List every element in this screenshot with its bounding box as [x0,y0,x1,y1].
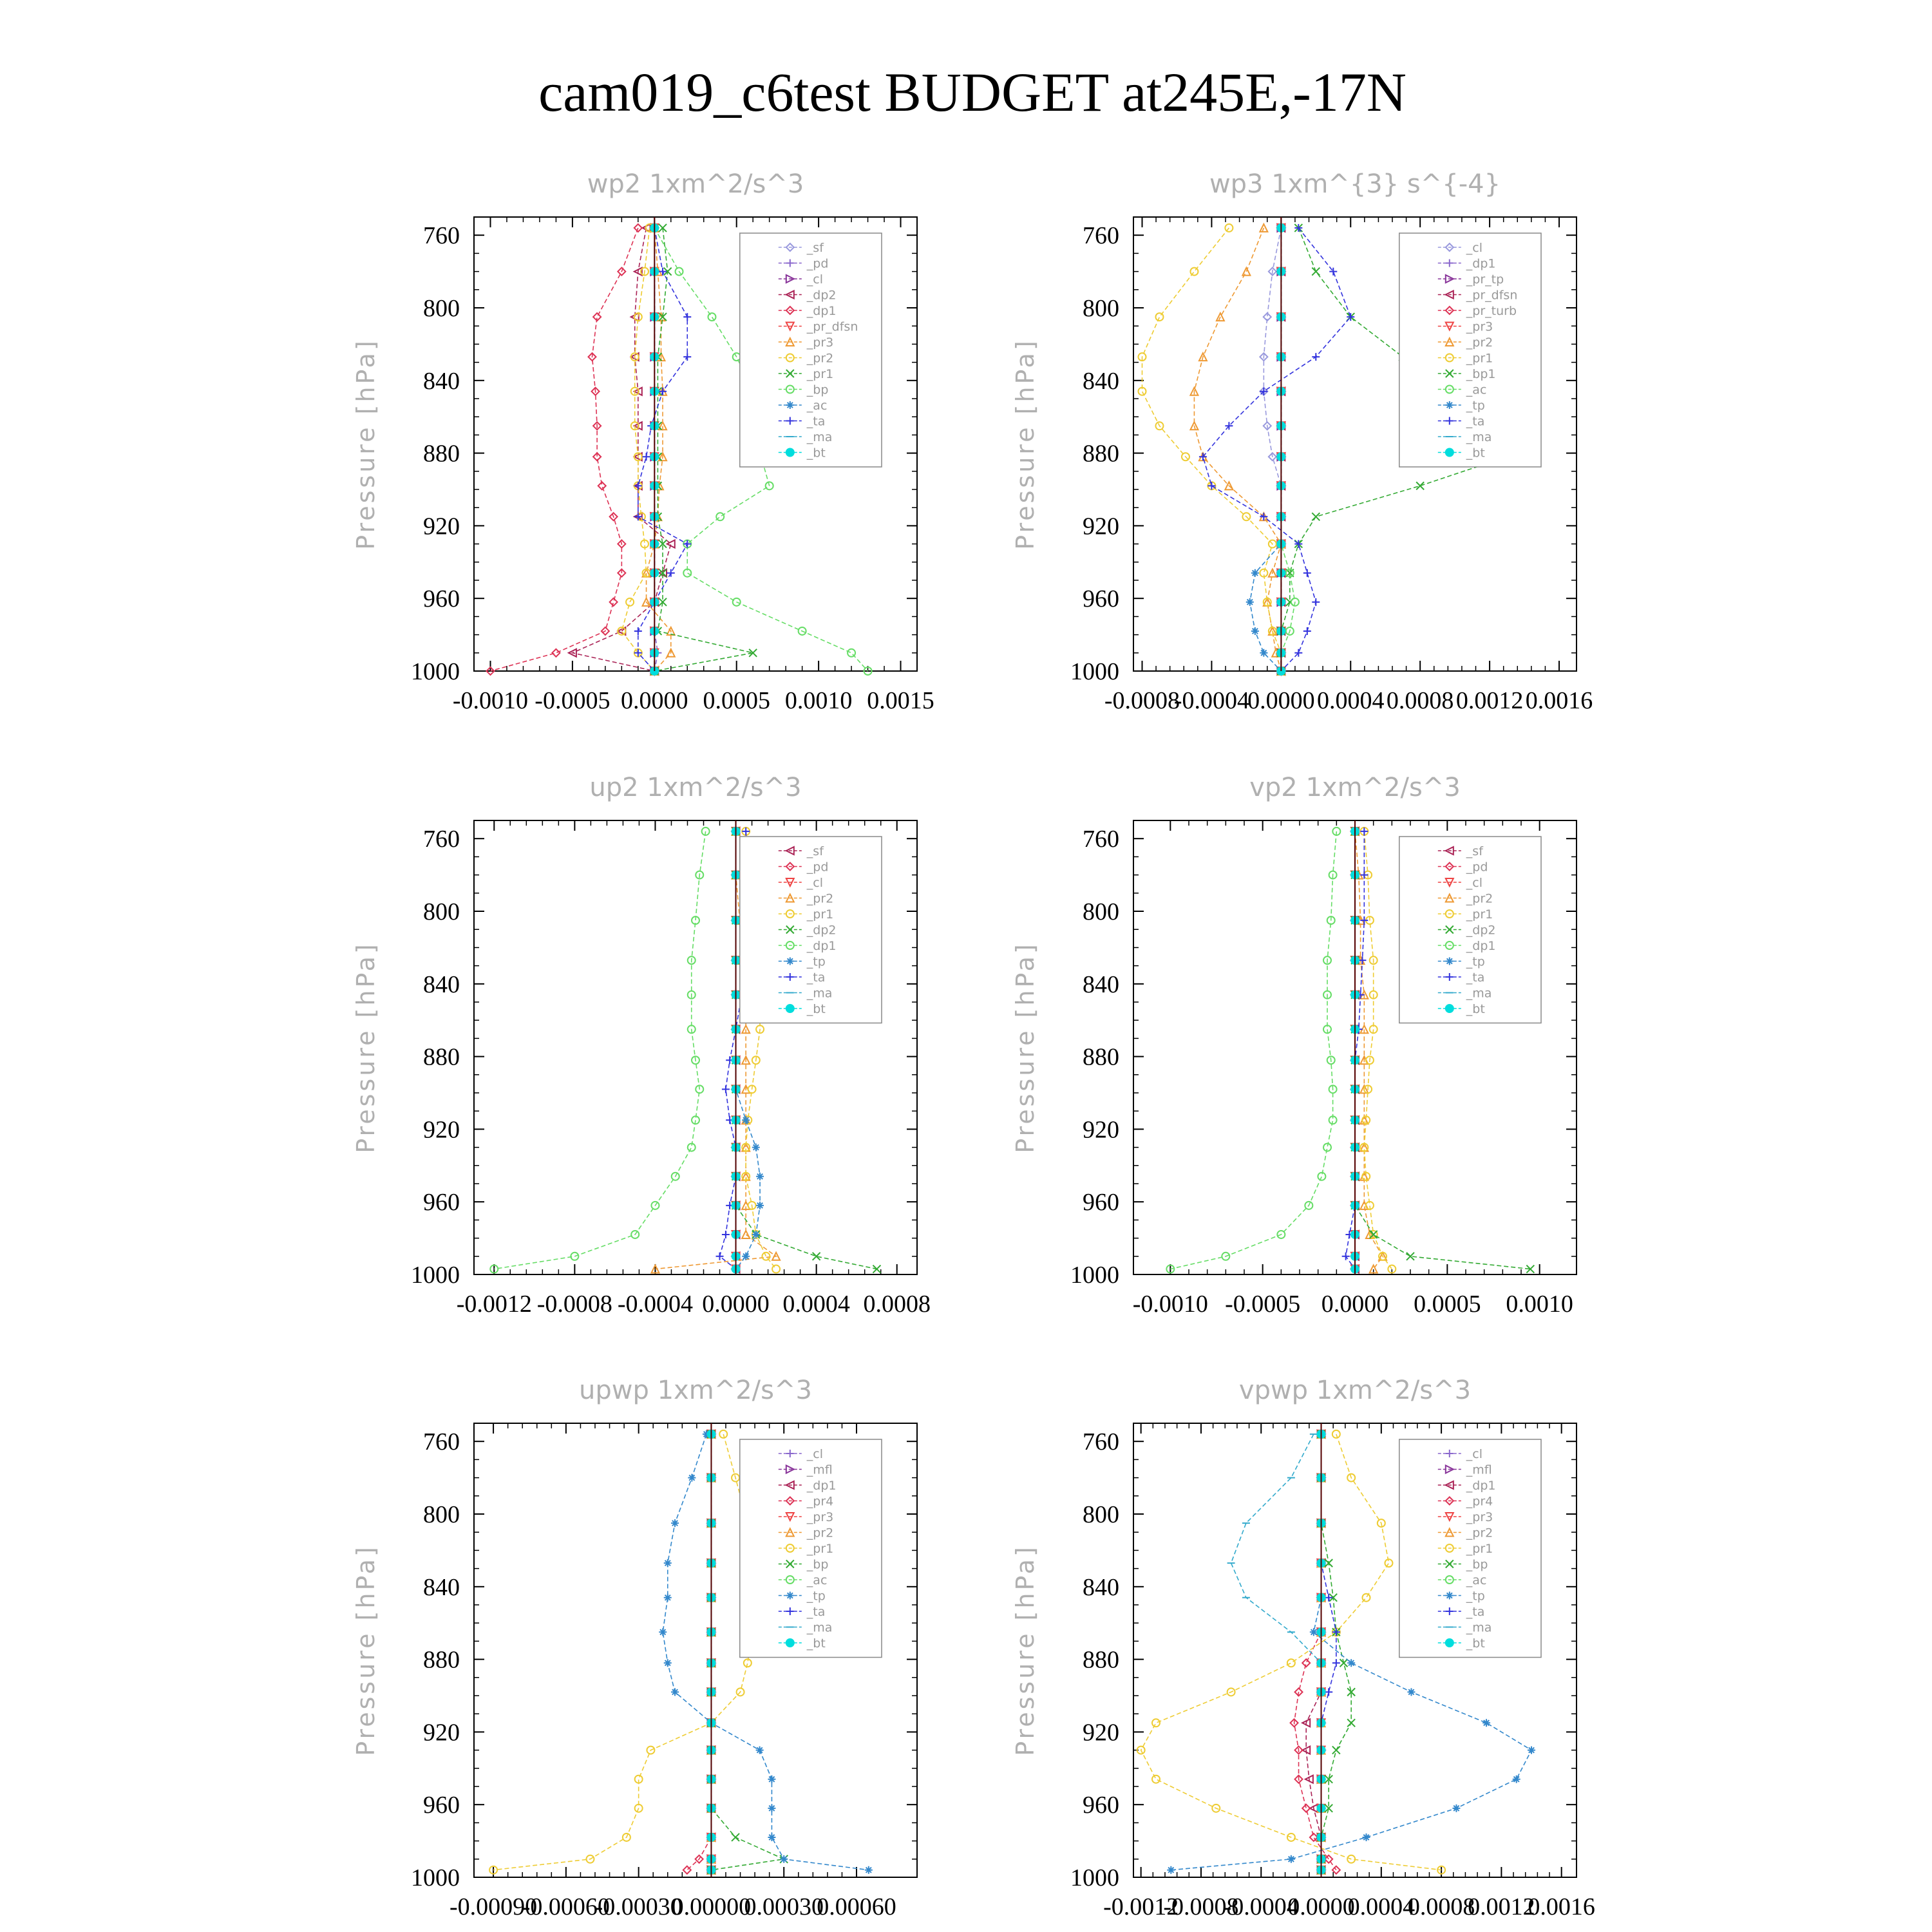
legend-marker [1446,958,1454,965]
legend-label: _mfl [806,1463,833,1477]
legend-label: _cl [806,1447,824,1461]
data-point_tp [752,1144,760,1151]
legend-label: _pr4 [1466,1494,1493,1509]
x-tick-label: 0.0005 [1414,1291,1481,1318]
legend-label: _tp [806,954,826,969]
legend-label: _cl [1466,876,1483,890]
y-tick-label: 800 [1083,898,1119,925]
y-tick-label: 840 [1083,1573,1119,1601]
data-point_tp [1407,1688,1415,1696]
x-tick-label: 0.0000 [621,687,688,714]
legend-label: _bp1 [1466,367,1496,381]
y-axis-label: Pressure [hPa] [352,338,380,550]
x-tick-label: 0.0000 [1247,687,1315,714]
data-point_tp [1260,649,1267,657]
legend-label: _bp [1466,1557,1488,1572]
x-tick-label: -0.0004 [1223,1893,1299,1920]
x-tick-label: -0.0004 [617,1291,694,1318]
legend-label: _pd [1466,860,1488,875]
legend-label: _sf [806,844,824,858]
data-point_tp [756,1173,764,1180]
y-tick-label: 920 [1083,513,1119,540]
x-tick-label: 0.0008 [1407,1893,1475,1920]
x-tick-label: 0.00000 [671,1893,752,1920]
data-point_tp [1167,1866,1175,1874]
legend-marker [786,1639,794,1647]
data-point_tp [1513,1776,1520,1783]
y-tick-label: 760 [1083,222,1119,250]
y-tick-label: 920 [1083,1116,1119,1144]
y-tick-label: 840 [1083,971,1119,998]
legend-label: _pr1 [1466,1542,1493,1556]
legend-label: _bt [1466,1636,1485,1651]
legend-label: _pr3 [1466,319,1493,334]
x-tick-label: 0.0004 [1317,687,1385,714]
legend-label: _pr4 [806,1494,834,1509]
legend-label: _pr1 [806,367,834,381]
legend-marker [786,1592,794,1600]
legend-label: _tp [1466,1589,1485,1604]
legend-marker [1446,449,1454,457]
legend-label: _ma [806,1620,833,1635]
x-tick-label: -0.0012 [456,1291,532,1318]
legend-label: _dp1 [1466,256,1496,271]
y-axis-label: Pressure [hPa] [352,942,380,1153]
panel-title: wp3 1xm^{3} s^{-4} [1209,169,1501,199]
y-tick-label: 760 [1083,826,1119,853]
legend-label: _pr3 [806,336,834,350]
legend-label: _dp2 [806,923,837,938]
legend-label: _ta [806,971,826,985]
data-point_tp [865,1866,873,1874]
data-point_tp [752,1231,760,1238]
y-tick-label: 760 [423,826,460,853]
legend-label: _bt [806,1002,826,1016]
x-tick-label: 0.0016 [1525,687,1593,714]
legend-label: _sf [806,241,824,255]
x-tick-label: 0.0015 [867,687,934,714]
legend-label: _tp [1466,954,1485,969]
y-tick-label: 960 [1083,1792,1119,1819]
x-tick-label: 0.0010 [784,687,853,714]
legend-label: _pr2 [806,351,834,366]
y-tick-label: 960 [1083,1189,1119,1217]
x-tick-label: 0.0010 [1506,1291,1573,1318]
x-tick-label: 0.0012 [1455,687,1524,714]
x-tick-label: -0.00060 [522,1893,610,1920]
x-tick-label: 0.0000 [702,1291,770,1318]
legend-label: _pr2 [806,1526,834,1540]
legend-label: _pd [806,860,829,875]
y-tick-label: 1000 [411,1864,460,1891]
y-tick-label: 800 [1083,295,1119,322]
legend-label: _ta [1466,1605,1485,1619]
legend-label: _ma [1466,430,1492,444]
legend-label: _dp1 [806,1479,837,1493]
legend-label: _dp1 [806,939,837,953]
legend-label: _bt [1466,1002,1485,1016]
legend-label: _pr_dfsn [1466,288,1518,303]
legend-marker [1446,1592,1454,1600]
legend-label: _dp1 [806,304,837,318]
x-tick-label: 0.0012 [1468,1893,1535,1920]
figure-title: cam019_c6test BUDGET at245E,-17N [538,61,1406,123]
legend-label: _dp2 [1466,923,1496,938]
y-tick-label: 960 [423,585,460,613]
legend-label: _pr3 [806,1510,834,1524]
legend-label: _ma [1466,1620,1492,1635]
legend-label: _ac [1466,383,1487,397]
y-tick-label: 920 [423,1719,460,1747]
panel-title: up2 1xm^2/s^3 [589,773,802,802]
data-point_tp [664,1659,672,1667]
legend-label: _pd [806,256,829,271]
legend-marker [1446,1005,1454,1012]
data-point_tp [664,1559,672,1567]
x-tick-label: -0.0010 [452,687,529,714]
y-tick-label: 1000 [1070,1262,1119,1289]
legend-label: _pr2 [1466,336,1493,350]
y-tick-label: 760 [1083,1428,1119,1456]
panel-title: wp2 1xm^2/s^3 [587,169,804,199]
y-axis-label: Pressure [hPa] [1011,942,1039,1153]
legend-label: _cl [806,272,824,287]
y-tick-label: 800 [423,1501,460,1528]
legend-marker [786,1005,794,1012]
legend-label: _sf [1466,844,1483,858]
legend-label: _pr1 [806,907,834,922]
x-tick-label: 0.0005 [703,687,770,714]
legend-label: _pr3 [1466,1510,1493,1524]
x-tick-label: 0.0000 [1321,1291,1389,1318]
y-tick-label: 800 [423,295,460,322]
y-tick-label: 960 [423,1189,460,1217]
legend-label: _ta [1466,971,1485,985]
legend-label: _pr1 [1466,907,1493,922]
legend-label: _bp [806,1557,829,1572]
panel-title: vpwp 1xm^2/s^3 [1238,1376,1472,1405]
x-tick-label: 0.0004 [782,1291,850,1318]
legend-marker [786,449,794,457]
y-tick-label: 880 [1083,440,1119,468]
legend-label: _mfl [1466,1463,1492,1477]
panel-title: vp2 1xm^2/s^3 [1249,773,1461,802]
y-axis-label: Pressure [hPa] [1011,1544,1039,1756]
x-tick-label: 0.0008 [1386,687,1454,714]
y-tick-label: 760 [423,1428,460,1456]
y-tick-label: 960 [1083,585,1119,613]
data-point_tp [1362,1833,1370,1841]
y-tick-label: 800 [423,898,460,925]
data-point_tp [780,1855,788,1863]
x-tick-label: -0.0005 [535,687,611,714]
data-point_tp [664,1594,672,1602]
data-point_tp [742,1253,750,1260]
legend-label: _dp1 [1466,939,1496,953]
data-point_tp [768,1833,775,1841]
data-point_tp [1528,1747,1535,1754]
data-point_tp [671,1688,679,1696]
y-tick-label: 920 [423,1116,460,1144]
legend-label: _ta [1466,414,1485,429]
legend-label: _ta [806,1605,826,1619]
y-tick-label: 840 [423,367,460,395]
y-axis-label: Pressure [hPa] [352,1544,380,1756]
data-point_tp [671,1519,679,1527]
data-point_tp [742,1116,750,1124]
legend-label: _ac [806,399,828,413]
legend-marker [1446,401,1454,409]
legend-label: _ta [806,414,826,429]
data-point_tp [768,1804,775,1812]
x-tick-label: -0.0005 [1225,1291,1301,1318]
x-tick-label: 0.0004 [1347,1893,1416,1920]
panel-title: upwp 1xm^2/s^3 [579,1376,812,1405]
x-tick-label: 0.00060 [817,1893,896,1920]
legend-label: _tp [806,1589,826,1604]
legend-label: _ma [806,430,833,444]
x-tick-label: -0.0004 [1173,687,1249,714]
legend-label: _bt [806,1636,826,1651]
y-tick-label: 840 [1083,367,1119,395]
y-tick-label: 880 [423,440,460,468]
data-point_tp [768,1776,775,1783]
legend-label: _pr2 [1466,891,1493,906]
x-tick-label: 0.00030 [744,1893,824,1920]
x-tick-label: -0.0008 [1163,1893,1239,1920]
x-tick-label: -0.0008 [536,1291,612,1318]
legend-label: _cl [1466,241,1483,255]
y-tick-label: 1000 [1070,1864,1119,1891]
data-point_tp [1482,1719,1490,1727]
x-tick-label: 0.0008 [863,1291,931,1318]
legend-label: _bp [806,383,829,397]
x-tick-label: -0.00030 [594,1893,683,1920]
y-tick-label: 920 [423,513,460,540]
legend-marker [1446,1639,1454,1647]
x-tick-label: -0.0010 [1132,1291,1208,1318]
legend-label: _ma [1466,986,1492,1001]
data-point_tp [1452,1804,1460,1812]
data-point_tp [1347,1659,1355,1667]
y-tick-label: 920 [1083,1719,1119,1747]
x-tick-label: -0.0012 [1103,1893,1179,1920]
legend-label: _cl [1466,1447,1483,1461]
data-point_tp [688,1474,696,1482]
legend-label: _dp2 [806,288,837,303]
legend-label: _pr1 [806,1542,834,1556]
y-tick-label: 880 [423,1043,460,1071]
legend-label: _dp1 [1466,1479,1496,1493]
legend-marker [786,958,794,965]
legend-label: _pr2 [806,891,834,906]
legend-label: _pr2 [1466,1526,1493,1540]
y-tick-label: 1000 [411,1262,460,1289]
legend-label: _pr_dfsn [806,319,858,334]
legend-label: _pr1 [1466,351,1493,366]
y-tick-label: 880 [423,1646,460,1674]
y-tick-label: 840 [423,971,460,998]
y-tick-label: 800 [1083,1501,1119,1528]
data-point_tp [756,1747,764,1754]
y-tick-label: 880 [1083,1043,1119,1071]
legend-label: _bt [806,446,826,460]
legend-label: _tp [1466,399,1485,413]
y-tick-label: 960 [423,1792,460,1819]
data-point_tp [1310,1628,1318,1636]
legend-label: _bt [1466,446,1485,460]
y-tick-label: 1000 [411,658,460,685]
legend-label: _ac [1466,1573,1487,1587]
y-tick-label: 880 [1083,1646,1119,1674]
legend-marker [786,401,794,409]
x-tick-label: 0.0016 [1528,1893,1595,1920]
data-point_tp [659,1628,667,1636]
x-tick-label: 0.0000 [1287,1893,1355,1920]
legend-label: _pr_turb [1466,304,1517,318]
legend-label: _cl [806,876,824,890]
data-point_tp [756,1202,764,1209]
y-axis-label: Pressure [hPa] [1011,338,1039,550]
legend-label: _ac [806,1573,828,1587]
x-tick-label: -0.00090 [449,1893,538,1920]
legend-label: _ma [806,986,833,1001]
data-point_tp [1287,1855,1295,1863]
y-tick-label: 760 [423,222,460,250]
y-tick-label: 1000 [1070,658,1119,685]
legend-label: _pr_tp [1466,272,1504,287]
x-tick-label: -0.0008 [1104,687,1180,714]
y-tick-label: 840 [423,1573,460,1601]
